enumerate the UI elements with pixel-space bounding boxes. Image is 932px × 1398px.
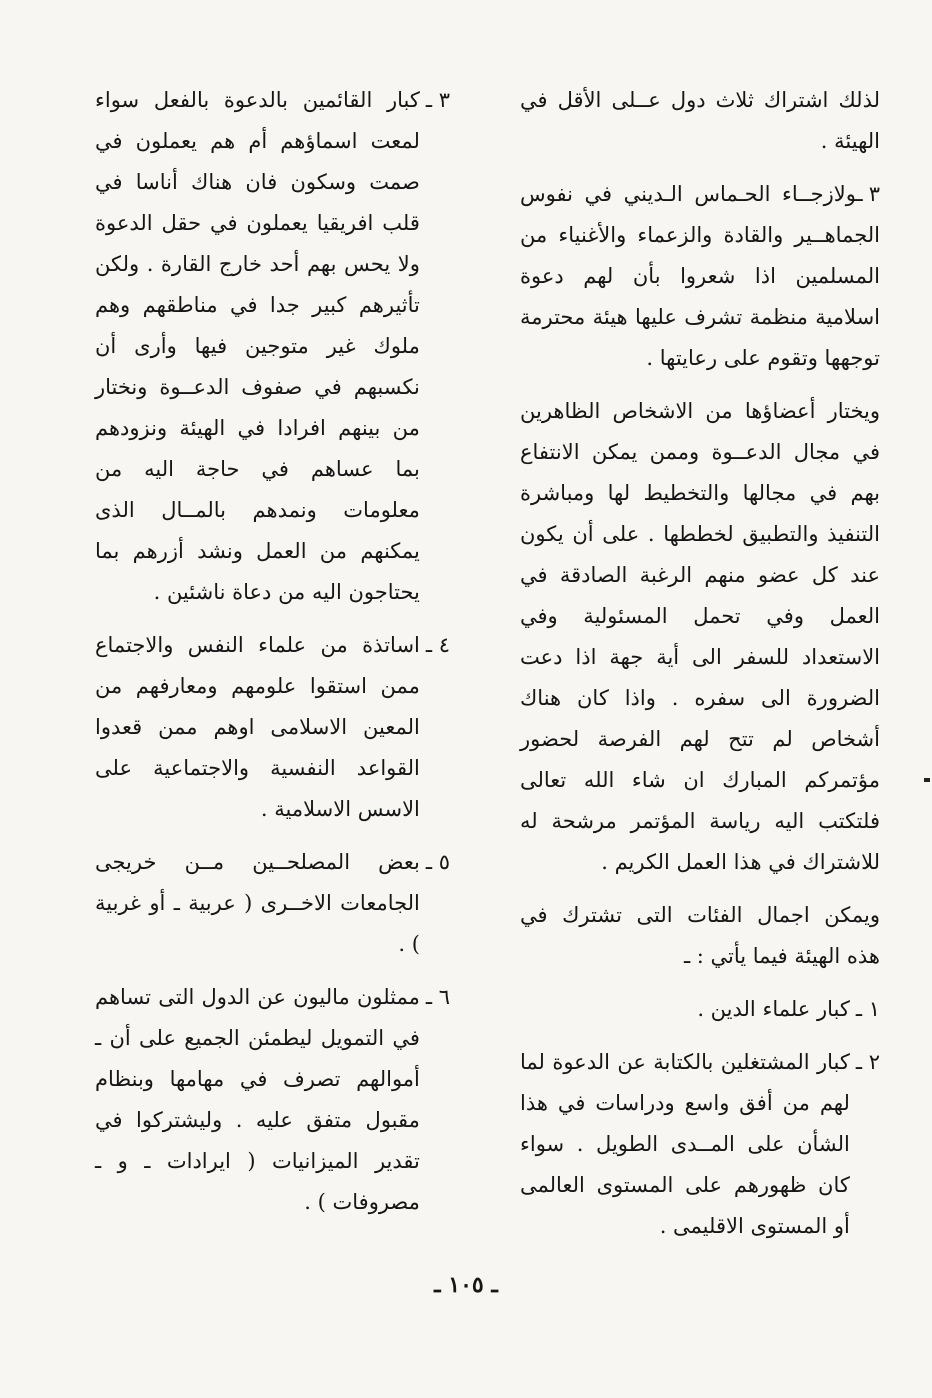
category-text: كبار علماء الدين .: [697, 997, 850, 1021]
right-column: [520, 80, 880, 1259]
members-paragraph: ويختار أعضاؤها من الاشخاص الظاهرين في مجال الدعــوة وممن يمكن الانتفاع بهم في مجالها والتخطيط لها ومباشرة التنفيذ والتطبيق لخططها . على أن يكون عند كل عضو منهم الرغبة الصادقة في العمل وفي تحمل المسئولية وفي الاستعداد للسفر الى أية جهة اذا دعت الضرورة الى سفره . واذا كان هناك أشخاص لم تتح لهم الفرصة لحضور مؤتمركم المبارك ان شاء الله تعالى فلتكتب اليه رياسة المؤتمر مرشحة له للاشتراك في هذا العمل الكريم .: [520, 399, 880, 874]
category-item-3: [95, 80, 450, 613]
category-number: ١ ـ: [855, 997, 880, 1021]
category-number: ٢ ـ: [855, 1050, 880, 1074]
category-text: بعض المصلحــين مــن خريجى الجامعات الاخــرى ( عربية ـ أو غربية ) .: [95, 850, 420, 956]
category-text: كبار المشتغلين بالكتابة عن الدعوة لما لهم من أفق واسع ودراسات في هذا الشأن على المــدى الطويل . سواء كان ظهورهم على المستوى العالمى أو المستوى الاقليمى .: [520, 1050, 850, 1238]
category-item-1: [520, 989, 880, 1030]
category-item-4: [95, 625, 450, 830]
item-text: ـولازجــاء الحـماس الـديني في نفوس الجماهــير والقادة والزعماء والأغنياء من المسلمين اذا شعروا بأن لهم دعوة اسلامية منظمة تشرف عليها هيئة محترمة توجهها وتقوم على رعايتها .: [520, 182, 880, 370]
category-number: ٣ ـ: [425, 88, 450, 112]
categories-intro-paragraph: ويمكن اجمال الفئات التى تشترك في هذه الهيئة فيما يأتي : ـ: [520, 903, 880, 968]
category-number: ٥ ـ: [425, 850, 450, 874]
category-text: ممثلون ماليون عن الدول التى تساهم في التمويل ليطمئن الجميع على أن ـ أموالهم تصرف في مهامها وبنظام مقبول متفق عليه . وليشتركوا في تقدير الميزانيات ( ايرادات ـ و ـ مصروفات ) .: [95, 985, 420, 1214]
category-number: ٦ ـ: [425, 985, 450, 1009]
category-item-5: [95, 842, 450, 965]
category-text: اساتذة من علماء النفس والاجتماع ممن استقوا علومهم ومعارفهم من المعين الاسلامى اوهم ممن قعدوا القواعد النفسية والاجتماعية على الاسس الاسلامية .: [95, 633, 420, 821]
left-column: [95, 80, 450, 1235]
category-item-6: [95, 977, 450, 1223]
category-text: كبار القائمين بالدعوة بالفعل سواء لمعت اسماؤهم أم هم يعملون في صمت وسكون فان هناك أناسا في قلب افريقيا يعملون في حقل الدعوة ولا يحس بهم أحد خارج القارة . ولكن تأثيرهم كبير جدا في مناطقهم وهم ملوك غير متوجين فيها وأرى أن نكسبهم في صفوف الدعــوة ونختار من بينهم افرادا في الهيئة ونزودهم بما عساهم في حاجة اليه من معلومات ونمدهم بالمــال الذى يمكنهم من العمل ونشد أزرهم بما يحتاجون اليه من دعاة ناشئين .: [95, 88, 420, 604]
item-number: ٣: [868, 182, 880, 206]
intro-paragraph: لذلك اشتراك ثلاث دول عــلى الأقل في الهيئة .: [520, 88, 880, 153]
page-number: ـ ١٠٥ ـ: [434, 1272, 498, 1298]
margin-mark: [924, 778, 930, 782]
category-item-2: [520, 1042, 880, 1247]
category-number: ٤ ـ: [425, 633, 450, 657]
list-item-3-right: [520, 174, 880, 379]
